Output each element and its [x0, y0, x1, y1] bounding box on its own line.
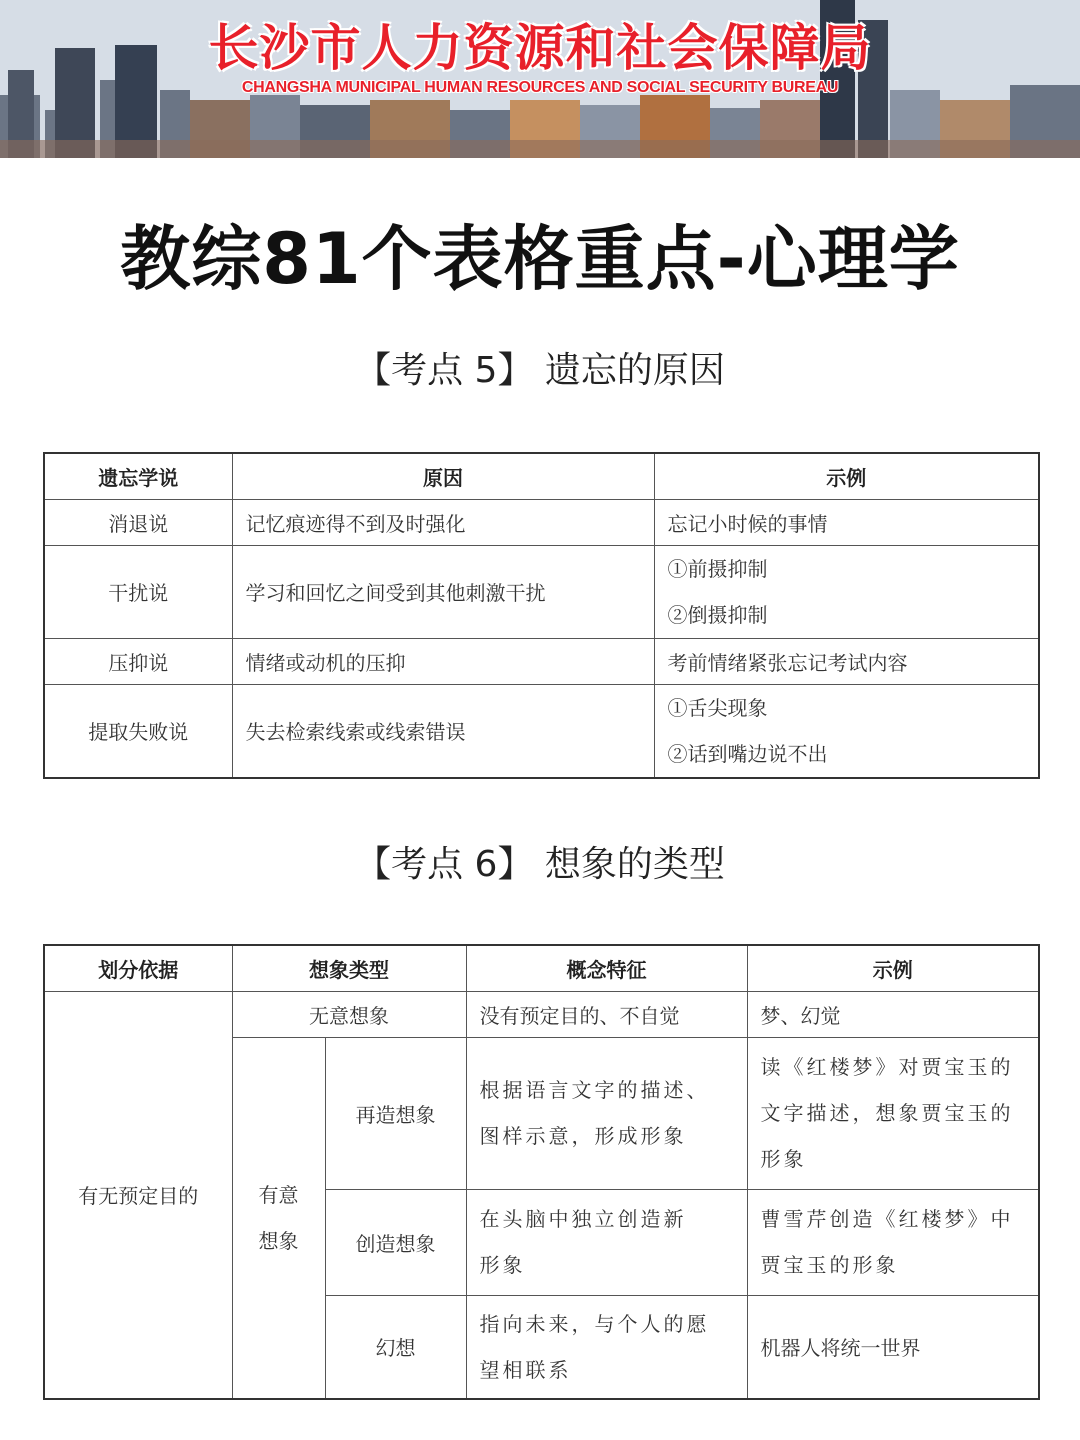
example-cell: [654, 545, 1039, 638]
feature-line: 图样示意，形成形象: [479, 1124, 687, 1148]
feature-line: 指向未来，与个人的愿: [479, 1311, 710, 1336]
table-row: [44, 638, 1039, 684]
example-line: 曹雪芹创造《红楼梦》中: [760, 1207, 1014, 1231]
feature-line: 望相联系: [479, 1357, 572, 1382]
feature-line: 在头脑中独立创造新: [479, 1207, 687, 1231]
table-row: [44, 991, 1039, 1037]
page-title: 教综81个表格重点-心理学: [120, 218, 960, 300]
feature-line: 形象: [479, 1253, 526, 1277]
banner-title: 长沙市人力资源和社会保障局: [208, 19, 872, 77]
example-line: ②话到嘴边说不出: [667, 741, 828, 766]
example-line: 文字描述，想象贾宝玉的: [760, 1101, 1014, 1125]
intentional-label-cell: [232, 1037, 325, 1399]
type-cell: 幻想: [325, 1295, 466, 1399]
column-header: 想象类型: [232, 945, 466, 991]
intentional-label: 想象: [258, 1228, 299, 1253]
banner-subtitle: CHANGSHA MUNICIPAL HUMAN RESOURCES AND SOCIAL SECURITY BUREAU: [241, 79, 839, 96]
header-banner: [0, 0, 1080, 158]
theory-cell: 干扰说: [44, 545, 232, 638]
section-2-title: 【考点 6】 想象的类型: [355, 844, 725, 885]
table-header-row: [44, 453, 1039, 499]
theory-cell: 消退说: [44, 499, 232, 545]
theory-cell: 提取失败说: [44, 684, 232, 778]
cause-cell: 失去检索线索或线索错误: [232, 684, 654, 778]
column-header: 示例: [747, 945, 1039, 991]
intentional-label: 有意: [258, 1182, 299, 1207]
column-header: 划分依据: [44, 945, 232, 991]
feature-line: 根据语言文字的描述、: [479, 1078, 710, 1102]
basis-cell: 有无预定目的: [44, 991, 232, 1399]
example-cell: [747, 1189, 1039, 1295]
example-cell: [654, 684, 1039, 778]
table-header-row: [44, 945, 1039, 991]
feature-cell: [466, 1295, 747, 1399]
feature-cell: 没有预定目的、不自觉: [466, 991, 747, 1037]
table-row: [44, 684, 1039, 778]
column-header: 示例: [654, 453, 1039, 499]
type-cell: 无意想象: [232, 991, 466, 1037]
example-cell: [747, 1037, 1039, 1189]
column-header: 原因: [232, 453, 654, 499]
example-line: ①舌尖现象: [667, 695, 768, 720]
table-row: [44, 545, 1039, 638]
column-header: 遗忘学说: [44, 453, 232, 499]
feature-cell: [466, 1037, 747, 1189]
example-line: ②倒摄抑制: [667, 602, 768, 627]
example-cell: 机器人将统一世界: [747, 1295, 1039, 1399]
example-line: 形象: [760, 1147, 807, 1171]
forgetting-causes-table: [43, 452, 1040, 779]
table-row: [44, 499, 1039, 545]
imagination-types-table: [43, 944, 1040, 1400]
type-cell: 再造想象: [325, 1037, 466, 1189]
example-cell: 梦、幻觉: [747, 991, 1039, 1037]
cause-cell: 情绪或动机的压抑: [232, 638, 654, 684]
section-1-title: 【考点 5】 遗忘的原因: [355, 350, 725, 391]
cause-cell: 学习和回忆之间受到其他刺激干扰: [232, 545, 654, 638]
cause-cell: 记忆痕迹得不到及时强化: [232, 499, 654, 545]
example-line: 读《红楼梦》对贾宝玉的: [760, 1055, 1014, 1079]
example-line: ①前摄抑制: [667, 556, 768, 581]
column-header: 概念特征: [466, 945, 747, 991]
example-cell: 忘记小时候的事情: [654, 499, 1039, 545]
example-cell: 考前情绪紧张忘记考试内容: [654, 638, 1039, 684]
type-cell: 创造想象: [325, 1189, 466, 1295]
theory-cell: 压抑说: [44, 638, 232, 684]
example-line: 贾宝玉的形象: [760, 1253, 899, 1277]
feature-cell: [466, 1189, 747, 1295]
